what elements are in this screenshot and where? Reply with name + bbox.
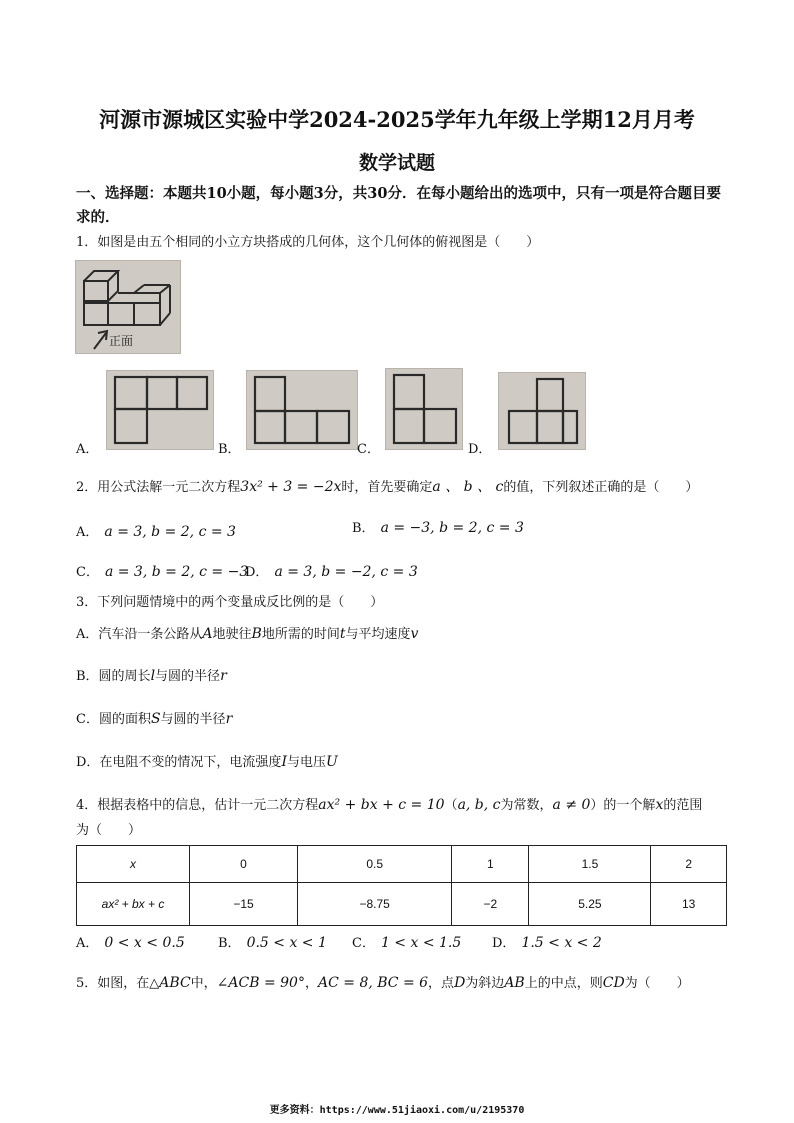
q3-b-mid: 与圆的半径 <box>155 669 221 684</box>
q5-stem-pre: 5．如图，在△ <box>76 976 160 991</box>
q2-stem-pre: 2．用公式法解一元二次方程 <box>76 480 241 495</box>
q4-option-c[interactable] <box>352 932 461 951</box>
q3-option-c[interactable] <box>76 710 232 729</box>
q3-stem: 3．下列问题情境中的两个变量成反比例的是（ ） <box>76 595 384 610</box>
footer-link[interactable]: 更多资料：https://www.51jiaoxi.com/u/2195370 <box>269 1105 525 1116</box>
q1-option-d-figure[interactable] <box>498 372 586 450</box>
front-label: 正面 <box>109 334 134 348</box>
q2-option-c[interactable] <box>76 561 248 580</box>
q1-solid-figure <box>75 260 181 354</box>
q5-segment-CD: CD <box>602 975 625 991</box>
q5-sides: AC = 8, BC = 6 <box>317 975 429 991</box>
q2-stem-mid: 时，首先要确定 <box>341 480 433 495</box>
exam-subtitle: 数学试题 <box>358 152 435 174</box>
q1-option-b-label[interactable]: B． <box>218 442 241 457</box>
q4-condition: a ≠ 0 <box>552 797 591 813</box>
q4-stem-mid: 为常数， <box>500 798 553 813</box>
table-cell: −8.75 <box>298 883 452 926</box>
q3-a-mid2: 地所需的时间 <box>261 627 340 642</box>
q3-option-a[interactable] <box>76 625 418 644</box>
table-cell: 13 <box>651 883 727 926</box>
q4-equation: ax² + bx + c = 10 <box>318 797 445 813</box>
q1-option-c-label[interactable]: C． <box>357 442 380 457</box>
q4-stem-line2: 为（ ） <box>76 823 142 838</box>
q2-stem <box>76 478 698 497</box>
table-cell: x <box>77 846 190 883</box>
q4-stem <box>76 796 702 815</box>
q4-stem-post: 的范围 <box>663 798 703 813</box>
q3-b-pre: B．圆的周长 <box>76 669 151 684</box>
q2-a-text: a = 3, b = 2, c = 3 <box>104 524 236 540</box>
q3-c-var-S: S <box>150 711 161 727</box>
q4-paren: （ <box>444 798 458 813</box>
q2-b-label: B． <box>352 521 375 536</box>
q5-mid5: 上的中点，则 <box>524 976 603 991</box>
q1-option-d-label[interactable]: D． <box>468 442 492 457</box>
q4-d-label: D． <box>492 936 516 951</box>
q5-mid2: ， <box>304 976 318 991</box>
q1-option-a-label[interactable]: A． <box>76 442 99 457</box>
q4-value-table <box>76 845 727 926</box>
q5-stem <box>76 974 690 993</box>
q3-a-var-t: t <box>339 626 346 642</box>
q3-c-mid: 与圆的半径 <box>160 712 226 727</box>
q4-a-label: A． <box>76 936 99 951</box>
q3-b-var-l: l <box>150 668 156 684</box>
q3-option-d[interactable] <box>76 753 338 772</box>
table-cell: 0.5 <box>298 846 452 883</box>
q5-angle: ∠ACB = 90° <box>216 975 305 991</box>
section-heading: 一、选择题：本题共10小题，每小题3分，共30分．在每小题给出的选项中，只有一项是符合题目要求的． <box>76 185 721 226</box>
q2-equation: 3x² + 3 = −2x <box>240 479 342 495</box>
q5-mid4: 为斜边 <box>465 976 505 991</box>
q5-mid1: 中， <box>190 976 217 991</box>
q2-vars: a 、 b 、 c <box>432 479 504 495</box>
q3-a-mid: 地驶往 <box>212 627 252 642</box>
table-cell: ax² + bx + c <box>77 883 190 926</box>
q2-option-b[interactable] <box>352 517 524 536</box>
q5-triangle: ABC <box>159 975 191 991</box>
q4-option-b[interactable] <box>218 932 327 951</box>
q2-b-text: a = −3, b = 2, c = 3 <box>380 520 524 536</box>
q5-segment-AB: AB <box>504 975 525 991</box>
q4-option-d[interactable] <box>492 932 602 951</box>
q4-c-label: C． <box>352 936 375 951</box>
q4-b-text: 0.5 < x < 1 <box>246 935 327 951</box>
q1-option-c-figure[interactable] <box>385 368 463 450</box>
q4-var-x: x <box>655 797 664 813</box>
q5-mid3: ，点 <box>428 976 455 991</box>
q3-d-var-U: U <box>325 754 338 770</box>
exam-title: 河源市源城区实验中学2024-2025学年九年级上学期12月月考 <box>99 107 695 132</box>
table-cell: 1.5 <box>529 846 651 883</box>
table-row <box>77 883 727 926</box>
table-cell: 1 <box>452 846 529 883</box>
q4-d-text: 1.5 < x < 2 <box>521 935 602 951</box>
table-cell: 5.25 <box>529 883 651 926</box>
q4-a-text: 0 < x < 0.5 <box>104 935 185 951</box>
q3-d-pre: D．在电阻不变的情况下，电流强度 <box>76 755 282 770</box>
q1-stem: 1．如图是由五个相同的小立方块搭成的几何体，这个几何体的俯视图是（ ） <box>76 235 540 250</box>
q4-consts: a, b, c <box>457 797 501 813</box>
q3-a-mid3: 与平均速度 <box>345 627 411 642</box>
q5-post: 为（ ） <box>624 976 690 991</box>
table-cell: 2 <box>651 846 727 883</box>
q3-b-var-r: r <box>220 668 227 684</box>
q3-a-pre: A．汽车沿一条公路从 <box>76 627 203 642</box>
q2-option-a[interactable] <box>76 521 236 540</box>
q2-c-label: C． <box>76 565 99 580</box>
q5-point-D: D <box>454 975 466 991</box>
q2-stem-post: 的值，下列叙述正确的是（ ） <box>503 480 699 495</box>
q2-d-label: D． <box>245 565 269 580</box>
q4-stem-pre: 4．根据表格中的信息，估计一元二次方程 <box>76 798 319 813</box>
q3-a-var-v: v <box>410 626 419 642</box>
q3-c-var-r: r <box>225 711 233 727</box>
table-cell: −15 <box>190 883 298 926</box>
q3-a-var-B: B <box>251 626 262 642</box>
q3-a-var-A: A <box>202 626 213 642</box>
q4-stem-mid2: ）的一个解 <box>590 798 656 813</box>
q2-option-d[interactable] <box>245 561 418 580</box>
q4-option-a[interactable] <box>76 932 185 951</box>
q3-d-var-I: I <box>281 754 287 770</box>
q1-option-b-figure[interactable] <box>246 370 358 450</box>
q2-c-text: a = 3, b = 2, c = −3 <box>104 564 249 580</box>
q4-c-text: 1 < x < 1.5 <box>380 935 462 951</box>
q2-a-label: A． <box>76 525 99 540</box>
q1-option-a-figure[interactable] <box>106 370 214 450</box>
table-cell: 0 <box>190 846 298 883</box>
q3-option-b[interactable] <box>76 667 227 686</box>
q3-c-pre: C．圆的面积 <box>76 712 151 727</box>
q2-d-text: a = 3, b = −2, c = 3 <box>274 564 418 580</box>
table-row <box>77 846 727 883</box>
q4-b-label: B． <box>218 936 241 951</box>
q3-d-mid: 与电压 <box>286 755 326 770</box>
table-cell: −2 <box>452 883 529 926</box>
